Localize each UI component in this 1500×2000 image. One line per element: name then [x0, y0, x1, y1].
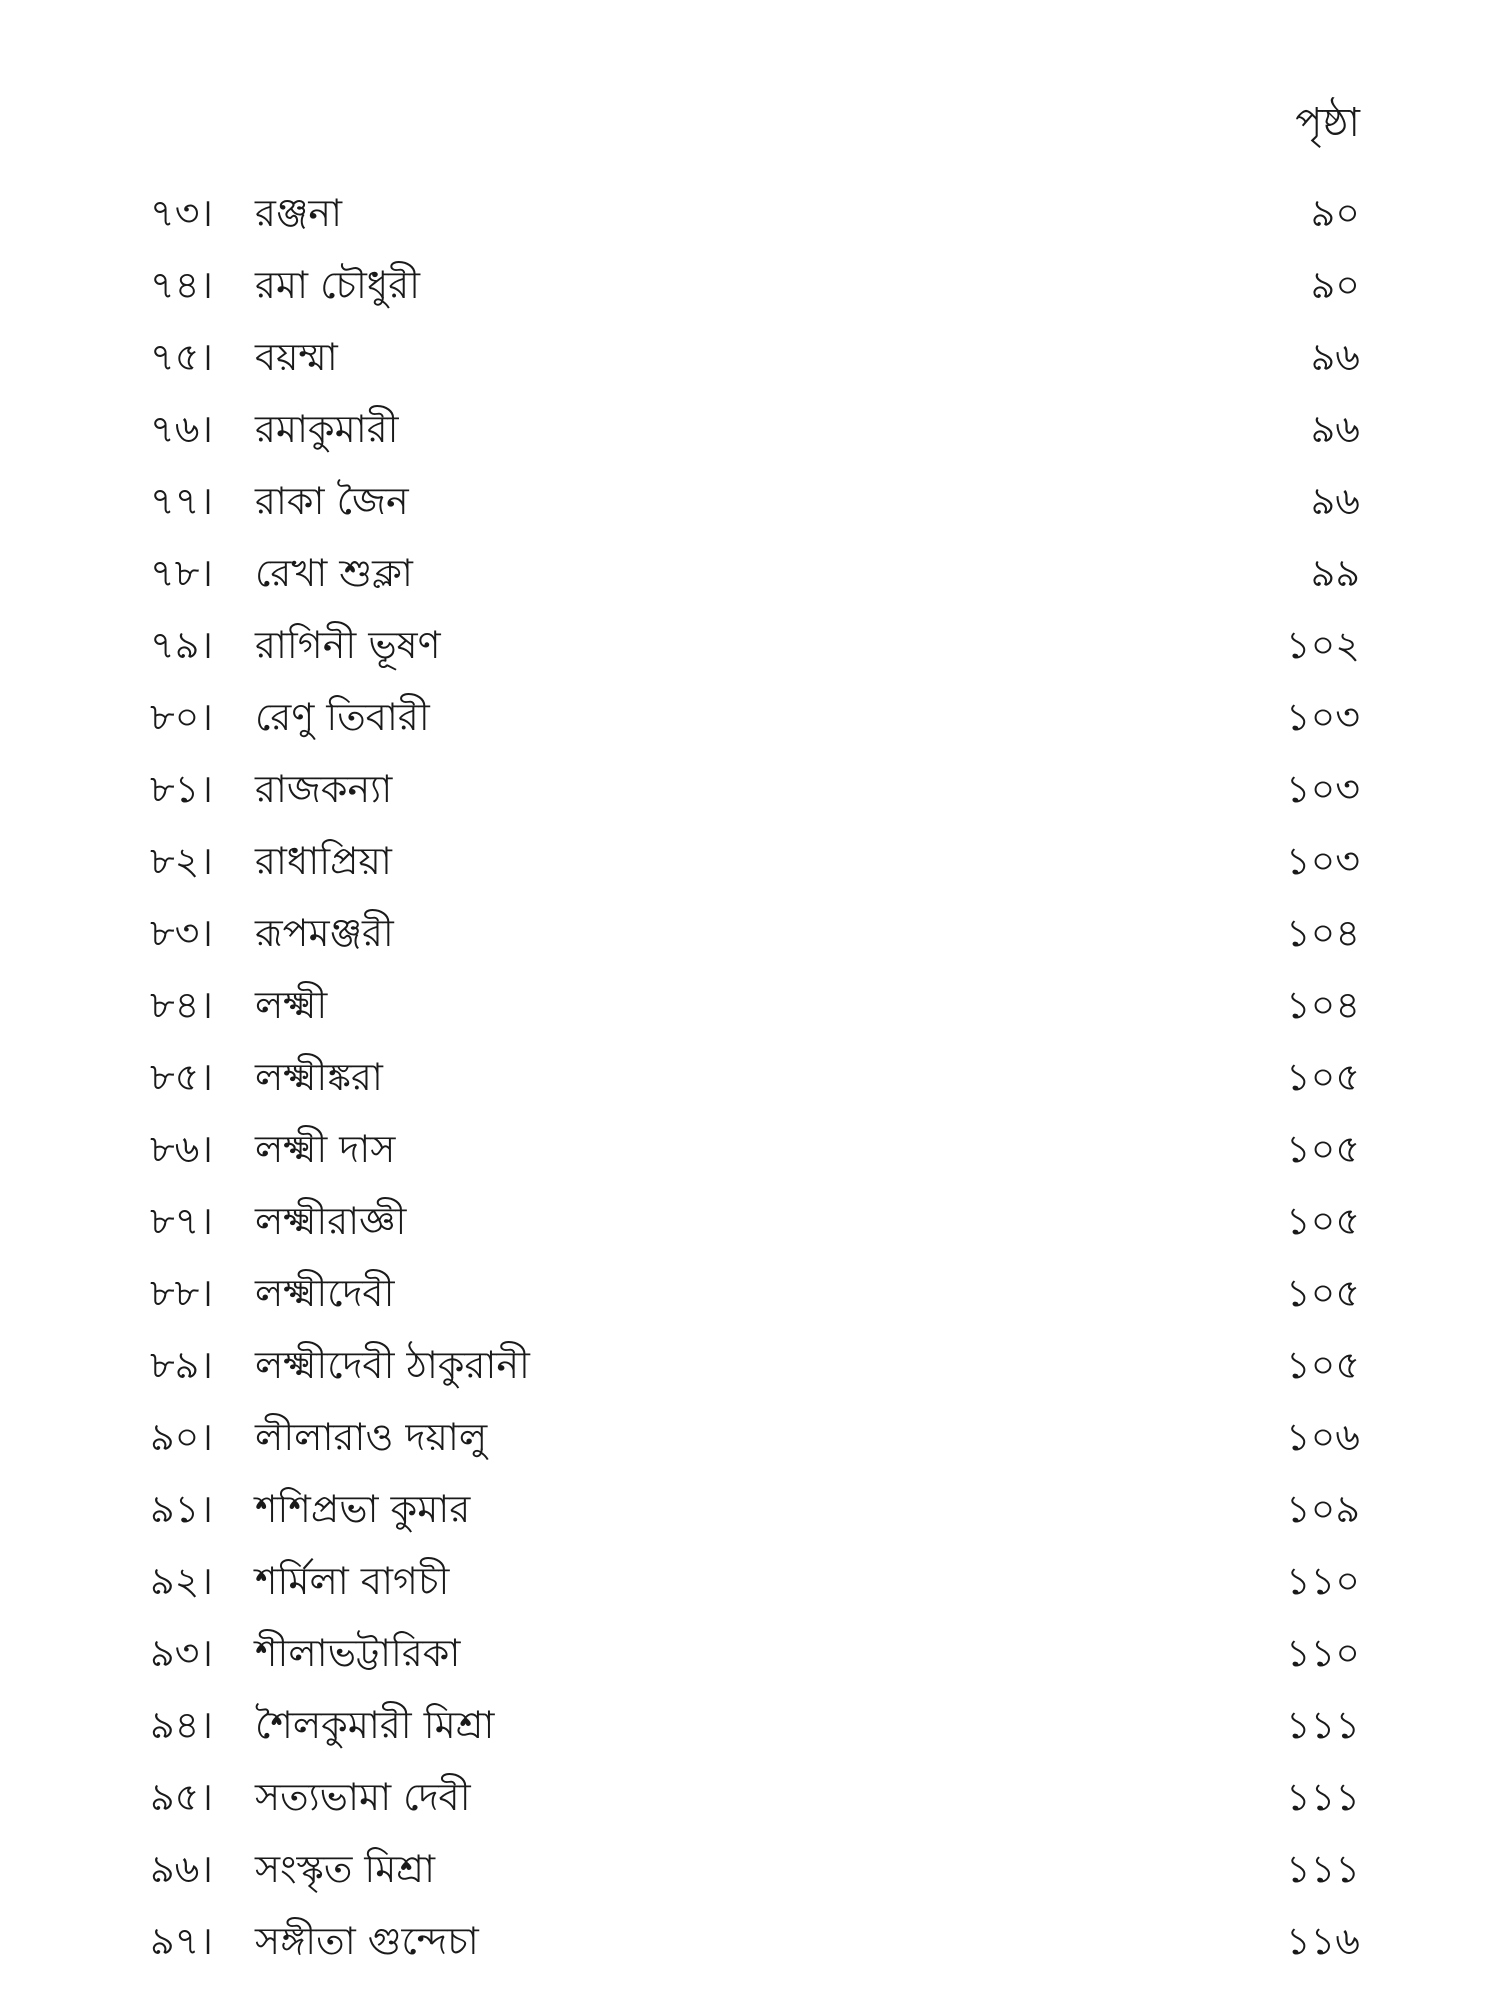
entry-page-number: ৯০ [1310, 263, 1360, 307]
entry-title: বয়ম্মা [255, 335, 338, 379]
toc-entry [150, 828, 1360, 900]
entry-page-number: ১১১ [1286, 1703, 1360, 1747]
entry-page-number: ৯৬ [1310, 407, 1360, 451]
entry-number: ৮৭। [150, 1199, 213, 1243]
toc-entry [150, 1188, 1360, 1260]
entry-number: ৮৯। [150, 1343, 213, 1387]
entry-number: ৮৬। [150, 1127, 213, 1171]
entry-number: ৭৮। [150, 551, 213, 595]
entry-number: ৮৪। [150, 983, 213, 1027]
entry-title: সংস্কৃত মিশ্রা [255, 1847, 436, 1891]
toc-entry [150, 1404, 1360, 1476]
entry-page-number: ১১০ [1285, 1559, 1360, 1603]
entry-title: সত্যভামা দেবী [255, 1775, 471, 1819]
toc-entry [150, 324, 1360, 396]
entry-page-number: ১০২ [1285, 623, 1360, 667]
entry-title: রাকা জৈন [255, 479, 409, 523]
entry-title: লক্ষ্মীঙ্করা [255, 1055, 383, 1099]
entry-title: শশিপ্রভা কুমার [255, 1487, 471, 1531]
entry-page-number: ১১১ [1286, 1775, 1360, 1819]
entry-title: লক্ষ্মীদেবী ঠাকুরানী [255, 1343, 530, 1387]
entry-number: ৯১। [150, 1487, 213, 1531]
entry-page-number: ১১৬ [1285, 1919, 1360, 1963]
entry-number: ৮৫। [150, 1055, 213, 1099]
entry-page-number: ১০৯ [1285, 1487, 1360, 1531]
entry-page-number: ১০৫ [1285, 1271, 1360, 1315]
page-column-heading: পৃষ্ঠা [1295, 100, 1360, 146]
entry-title: রেণু তিবারী [255, 695, 430, 739]
toc-entry [150, 756, 1360, 828]
entry-title: রমাকুমারী [255, 407, 399, 451]
entry-title: লক্ষ্মী দাস [255, 1127, 396, 1171]
entry-number: ৭৬। [150, 407, 214, 451]
entry-number: ৯৭। [150, 1919, 213, 1963]
entry-title: রাধাপ্রিয়া [255, 839, 392, 883]
table-of-contents [150, 180, 1360, 1980]
toc-entry [150, 684, 1360, 756]
entry-title: শীলাভট্টারিকা [255, 1631, 461, 1675]
toc-entry [150, 1908, 1360, 1980]
entry-number: ৯২। [150, 1559, 213, 1603]
entry-page-number: ৯৬ [1310, 335, 1360, 379]
entry-title: শৈলকুমারী মিশ্রা [255, 1703, 495, 1747]
entry-number: ৯৫। [150, 1775, 213, 1819]
entry-title: লীলারাও দয়ালু [255, 1415, 488, 1459]
toc-entry [150, 900, 1360, 972]
toc-entry [150, 180, 1360, 252]
entry-page-number: ১০৬ [1285, 1415, 1360, 1459]
entry-title: রূপমঞ্জরী [255, 911, 394, 955]
entry-page-number: ১০৪ [1285, 983, 1360, 1027]
entry-page-number: ১০৩ [1285, 695, 1360, 739]
toc-entry [150, 396, 1360, 468]
toc-entry [150, 540, 1360, 612]
entry-number: ৮১। [150, 767, 213, 811]
entry-page-number: ৯৯ [1310, 551, 1360, 595]
entry-number: ৮৮। [150, 1271, 213, 1315]
toc-entry [150, 1260, 1360, 1332]
toc-entry [150, 1476, 1360, 1548]
toc-entry [150, 1764, 1360, 1836]
entry-page-number: ১১০ [1285, 1631, 1360, 1675]
toc-entry [150, 1332, 1360, 1404]
entry-title: রেখা শুক্লা [255, 551, 413, 595]
toc-entry [150, 612, 1360, 684]
toc-entry [150, 972, 1360, 1044]
entry-title: রমা চৌধুরী [255, 263, 420, 307]
entry-number: ৭৫। [150, 335, 213, 379]
entry-number: ৯৪। [150, 1703, 213, 1747]
toc-entry [150, 1692, 1360, 1764]
entry-number: ৯৩। [150, 1631, 213, 1675]
toc-entry [150, 252, 1360, 324]
entry-page-number: ১০৫ [1285, 1199, 1360, 1243]
entry-number: ৭৩। [150, 191, 214, 235]
entry-title: রাগিনী ভূষণ [255, 623, 441, 667]
entry-title: শর্মিলা বাগচী [255, 1559, 450, 1603]
entry-page-number: ৯০ [1310, 191, 1360, 235]
entry-number: ৭৪। [150, 263, 213, 307]
entry-number: ৭৯। [150, 623, 213, 667]
toc-entry [150, 1548, 1360, 1620]
entry-page-number: ১০৩ [1285, 767, 1360, 811]
entry-page-number: ৯৬ [1310, 479, 1360, 523]
entry-page-number: ১০৪ [1285, 911, 1360, 955]
entry-title: লক্ষ্মী [255, 983, 328, 1027]
toc-entry [150, 1836, 1360, 1908]
entry-page-number: ১১১ [1286, 1847, 1360, 1891]
entry-number: ৮৩। [150, 911, 213, 955]
entry-title: সঙ্গীতা গুন্দেচা [255, 1919, 479, 1963]
entry-title: লক্ষ্মীদেবী [255, 1271, 395, 1315]
entry-number: ৮২। [150, 839, 213, 883]
toc-entry [150, 468, 1360, 540]
entry-title: রঞ্জনা [255, 191, 343, 235]
toc-entry [150, 1116, 1360, 1188]
entry-number: ৮০। [150, 695, 213, 739]
entry-page-number: ১০৩ [1285, 839, 1360, 883]
entry-page-number: ১০৫ [1285, 1055, 1360, 1099]
entry-number: ৯০। [150, 1415, 213, 1459]
entry-number: ৯৬। [150, 1847, 213, 1891]
toc-entry [150, 1620, 1360, 1692]
entry-page-number: ১০৫ [1285, 1127, 1360, 1171]
entry-number: ৭৭। [150, 479, 214, 523]
entry-title: লক্ষ্মীরাজ্ঞী [255, 1199, 407, 1243]
entry-page-number: ১০৫ [1285, 1343, 1360, 1387]
entry-title: রাজকন্যা [255, 767, 393, 811]
toc-entry [150, 1044, 1360, 1116]
